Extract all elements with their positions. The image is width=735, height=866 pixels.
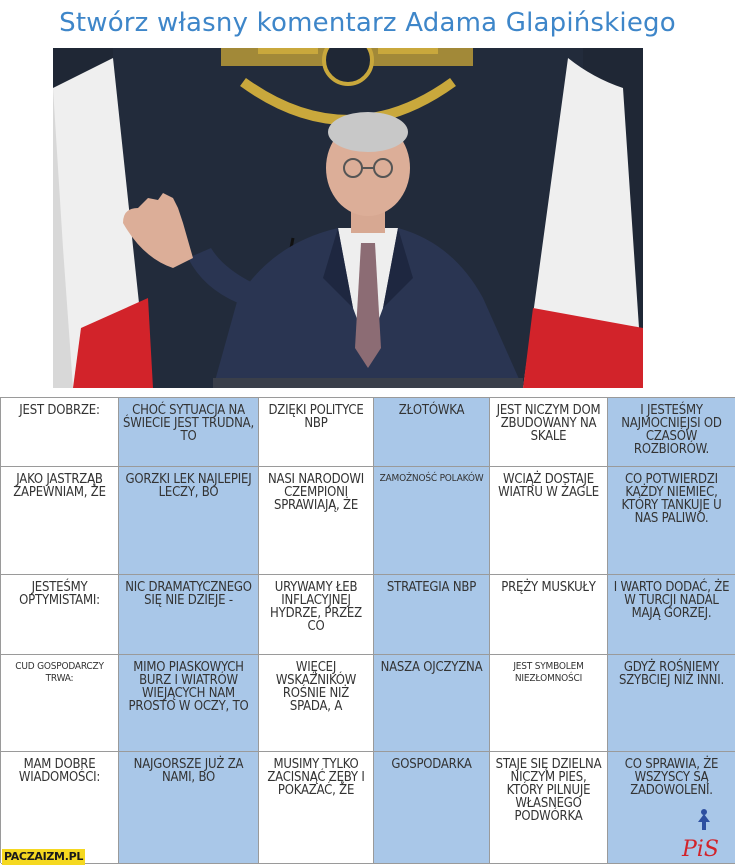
table-cell: MAM DOBRE WIADOMOŚCI: — [1, 752, 119, 864]
table-cell: MUSIMY TYLKO ZACISNĄĆ ZĘBY I POKAZAĆ, ŻE — [259, 752, 374, 864]
table-cell: MIMO PIASKOWYCH BURZ I WIATRÓW WIEJĄCYCH NAM PROSTO W OCZY, TO — [119, 655, 259, 752]
table-cell: GORZKI LEK NAJLEPIEJ LECZY, BO — [119, 467, 259, 575]
table-cell: DZIĘKI POLITYCE NBP — [259, 398, 374, 467]
table-cell: NAJGORSZE JUŻ ZA NAMI, BO — [119, 752, 259, 864]
table-cell: CO SPRAWIA, ŻE WSZYSCY SĄ ZADOWOLENI. — [608, 752, 735, 864]
paczaizm-watermark: PACZAIZM.PL — [3, 850, 84, 863]
table-cell: URYWAMY ŁEB INFLACYJNEJ HYDRZE, PRZEZ CO — [259, 575, 374, 655]
table-cell: NIC DRAMATYCZNEGO SIĘ NIE DZIEJE - — [119, 575, 259, 655]
table-cell: CUD GOSPODARCZY TRWA: — [1, 655, 119, 752]
table-cell: JEST SYMBOLEM NIEZŁOMNOŚCI — [490, 655, 608, 752]
pis-logo-text: PiS — [682, 837, 719, 862]
pis-logo-icon — [676, 808, 734, 864]
table-cell: GDYŻ ROŚNIEMY SZYBCIEJ NIŻ INNI. — [608, 655, 735, 752]
press-photo — [53, 48, 643, 388]
speaker-illustration — [53, 48, 643, 388]
table-cell: NASI NARODOWI CZEMPIONI SPRAWIAJĄ, ŻE — [259, 467, 374, 575]
table-cell: NASZA OJCZYZNA — [374, 655, 490, 752]
page-title: Stwórz własny komentarz Adama Glapińskiego — [59, 8, 676, 38]
comment-generator-table — [0, 397, 735, 863]
table-cell: STAJE SIĘ DZIELNA NICZYM PIES, KTÓRY PILNUJE WŁASNEGO PODWÓRKA — [490, 752, 608, 864]
table-cell: ZAMOŻNOŚĆ POLAKÓW — [374, 467, 490, 575]
table-cell: JAKO JASTRZĄB ZAPEWNIAM, ŻE — [1, 467, 119, 575]
table-cell: I WARTO DODAĆ, ŻE W TURCJI NADAL MAJĄ GORZEJ. — [608, 575, 735, 655]
table-cell: PRĘŻY MUSKUŁY — [490, 575, 608, 655]
table-cell: JEST DOBRZE: — [1, 398, 119, 467]
table-cell: ZŁOTÓWKA — [374, 398, 490, 467]
table-cell: STRATEGIA NBP — [374, 575, 490, 655]
table-cell: I JESTEŚMY NAJMOCNIEJSI OD CZASÓW ROZBIORÓW. — [608, 398, 735, 467]
table-cell: WCIĄŻ DOSTAJE WIATRU W ŻAGLE — [490, 467, 608, 575]
table-cell: CHOĆ SYTUACJA NA ŚWIECIE JEST TRUDNA, TO — [119, 398, 259, 467]
table-cell: JESTEŚMY OPTYMISTAMI: — [1, 575, 119, 655]
table-cell: CO POTWIERDZI KAŻDY NIEMIEC, KTÓRY TANKUJE U NAS PALIWO. — [608, 467, 735, 575]
table-cell: GOSPODARKA — [374, 752, 490, 864]
table-cell: JEST NICZYM DOM ZBUDOWANY NA SKALE — [490, 398, 608, 467]
table-cell: WIĘCEJ WSKAŹNIKÓW ROŚNIE NIŻ SPADA, A — [259, 655, 374, 752]
